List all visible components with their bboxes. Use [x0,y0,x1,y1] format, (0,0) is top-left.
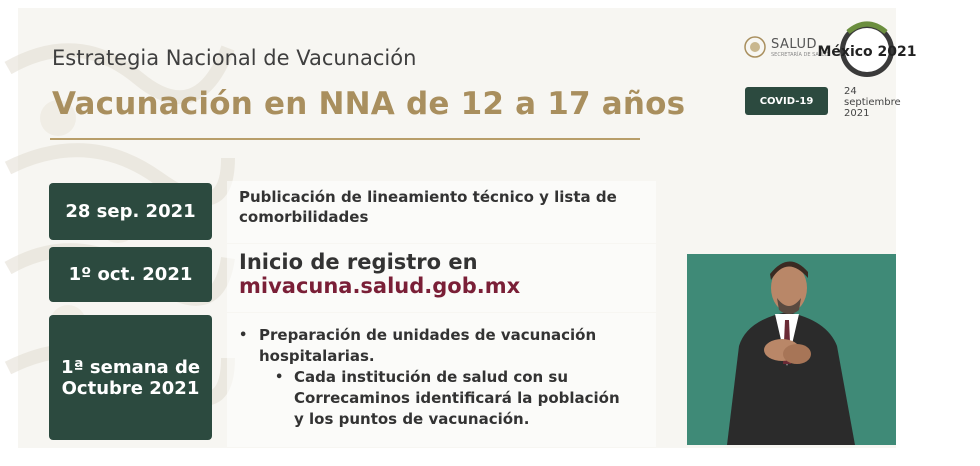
timeline-content-2 [227,244,656,312]
bullet-2-line-2: Correcaminos identificará la población [294,389,620,407]
timeline-content-3 [227,313,656,447]
timeline-label-1: 28 sep. 2021 [49,183,212,240]
bullet-2-line-3: y los puntos de vacunación. [294,410,530,428]
timeline-label-3b: Octubre 2021 [61,377,200,399]
date-year: 2021 [844,108,870,119]
seal-text: México 2021 [817,44,917,60]
bullet-dot-icon: • [239,328,248,343]
bullet-dot-icon: • [275,370,284,385]
registration-link[interactable]: mivacuna.salud.gob.mx [239,274,521,298]
timeline-label-3 [49,315,212,440]
title-divider [50,138,640,140]
timeline-text-1b: comorbilidades [239,208,369,226]
bullet-1-line-2: hospitalarias. [259,347,375,365]
timeline-content-1 [227,181,656,243]
frame-top [0,0,980,8]
mexico-2021-seal-icon [817,18,917,82]
timeline-label-2: 1º oct. 2021 [49,247,212,302]
timeline-text-1a: Publicación de lineamiento técnico y lista de [239,188,617,206]
bullet-item-2 [239,367,644,430]
salud-logo-subtext: SECRETARÍA DE SALUD [771,51,829,58]
bullet-item-1 [239,325,644,367]
timeline-label-3a: 1ª semana de [60,356,201,378]
bullet-2-line-1: Cada institución de salud con su [294,368,569,386]
page-title: Vacunación en NNA de 12 a 17 años [52,86,686,122]
covid-badge: COVID-19 [745,87,828,115]
salud-logo-text: SALUD [771,36,818,52]
bullet-1-line-1: Preparación de unidades de vacunación [259,326,597,344]
date-month: septiembre [844,97,901,108]
eagle-emblem-icon [744,36,766,58]
date-stamp [844,86,901,119]
interpreter-person-icon [687,254,896,445]
sign-language-interpreter-video [687,254,896,445]
registration-title: Inicio de registro en [239,250,478,274]
date-day: 24 [844,86,857,97]
strategy-title: Estrategia Nacional de Vacunación [52,46,417,70]
salud-logo [744,36,829,58]
